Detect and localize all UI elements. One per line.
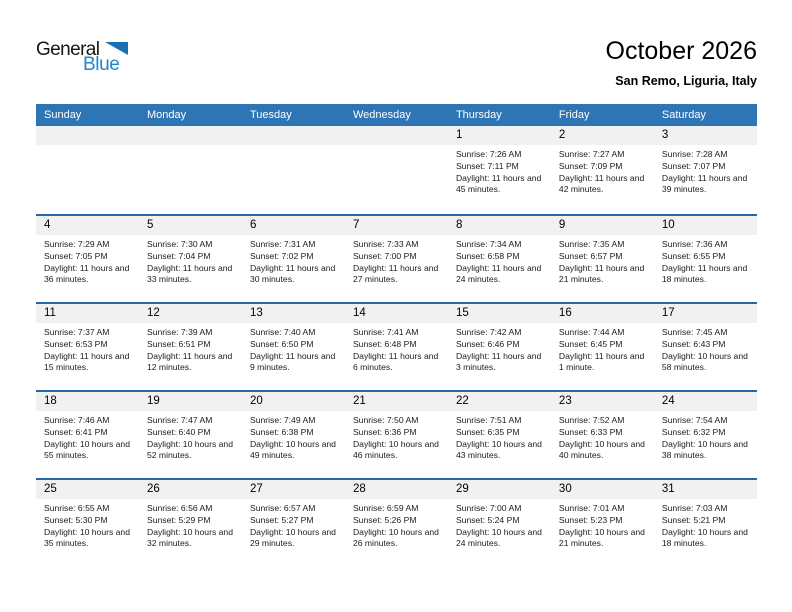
sunrise-text: Sunrise: 7:49 AM — [249, 415, 316, 425]
day-details — [139, 235, 242, 286]
day-cell — [242, 392, 345, 478]
day-details — [36, 323, 139, 374]
day-details — [551, 235, 654, 286]
month-title: October 2026 — [605, 37, 757, 65]
sunset-text: Sunset: 5:21 PM — [661, 514, 726, 525]
week-row — [36, 478, 757, 566]
sunrise-text: Sunrise: 7:28 AM — [661, 149, 728, 159]
sunset-text: Sunset: 6:48 PM — [352, 338, 417, 349]
day-details — [654, 499, 757, 550]
sunset-text: Sunset: 6:58 PM — [455, 250, 520, 261]
day-cell — [36, 480, 139, 566]
day-cell — [139, 216, 242, 302]
week-row — [36, 214, 757, 302]
day-cell — [345, 392, 448, 478]
day-cell — [551, 392, 654, 478]
sunset-text: Sunset: 6:46 PM — [455, 338, 520, 349]
day-number: 17 — [654, 304, 757, 323]
day-cell — [36, 304, 139, 390]
day-number: 13 — [242, 304, 345, 323]
logo-text-general: General — [36, 39, 100, 60]
weekday-header-thursday: Thursday — [455, 109, 502, 121]
sunset-text: Sunset: 6:32 PM — [661, 426, 726, 437]
day-details — [551, 499, 654, 550]
daylight-text: Daylight: 11 hours and 33 minutes. — [146, 262, 233, 285]
day-number: 1 — [448, 126, 551, 145]
day-number: 27 — [242, 480, 345, 499]
daylight-text: Daylight: 11 hours and 45 minutes. — [455, 172, 542, 195]
day-number: 31 — [654, 480, 757, 499]
day-cell — [36, 216, 139, 302]
daylight-text: Daylight: 11 hours and 39 minutes. — [661, 172, 748, 195]
sunset-text: Sunset: 6:35 PM — [455, 426, 520, 437]
day-details — [139, 411, 242, 462]
empty-day-cell — [36, 126, 139, 214]
sunset-text: Sunset: 5:27 PM — [249, 514, 314, 525]
day-cell — [448, 480, 551, 566]
day-cell — [551, 304, 654, 390]
sunrise-text: Sunrise: 7:31 AM — [249, 239, 316, 249]
sunset-text: Sunset: 6:50 PM — [249, 338, 314, 349]
logo-text-blue: Blue — [83, 54, 120, 75]
day-number — [139, 126, 242, 145]
daylight-text: Daylight: 11 hours and 42 minutes. — [558, 172, 645, 195]
sunset-text: Sunset: 6:43 PM — [661, 338, 726, 349]
daylight-text: Daylight: 11 hours and 12 minutes. — [146, 350, 233, 373]
weekday-header-monday: Monday — [146, 109, 187, 121]
empty-day-cell — [345, 126, 448, 214]
day-details — [242, 499, 345, 550]
weekday-header-tuesday: Tuesday — [249, 109, 292, 121]
day-number: 16 — [551, 304, 654, 323]
sunrise-text: Sunrise: 7:36 AM — [661, 239, 728, 249]
sunrise-text: Sunrise: 6:59 AM — [352, 503, 419, 513]
daylight-text: Daylight: 10 hours and 55 minutes. — [44, 438, 130, 461]
day-details — [36, 411, 139, 462]
sunrise-text: Sunrise: 7:29 AM — [44, 239, 110, 249]
day-cell — [654, 480, 757, 566]
day-details — [448, 411, 551, 462]
day-details — [242, 235, 345, 286]
sunset-text: Sunset: 7:11 PM — [455, 160, 519, 171]
week-row — [36, 302, 757, 390]
sunrise-text: Sunrise: 7:35 AM — [558, 239, 625, 249]
day-number: 18 — [36, 392, 139, 411]
day-number: 28 — [345, 480, 448, 499]
day-details — [345, 323, 448, 374]
daylight-text: Daylight: 10 hours and 35 minutes. — [44, 526, 130, 549]
daylight-text: Daylight: 10 hours and 18 minutes. — [661, 526, 748, 549]
weekday-header-wednesday: Wednesday — [352, 109, 411, 121]
day-cell — [551, 480, 654, 566]
weekday-header-row — [36, 104, 757, 126]
sunset-text: Sunset: 6:36 PM — [352, 426, 417, 437]
daylight-text: Daylight: 11 hours and 18 minutes. — [661, 262, 748, 285]
daylight-text: Daylight: 10 hours and 40 minutes. — [558, 438, 645, 461]
sunset-text: Sunset: 5:23 PM — [558, 514, 623, 525]
daylight-text: Daylight: 10 hours and 29 minutes. — [249, 526, 336, 549]
daylight-text: Daylight: 11 hours and 30 minutes. — [249, 262, 336, 285]
day-number: 9 — [551, 216, 654, 235]
day-number: 3 — [654, 126, 757, 145]
day-number: 26 — [139, 480, 242, 499]
day-number: 24 — [654, 392, 757, 411]
day-details — [36, 235, 139, 286]
day-cell — [654, 216, 757, 302]
calendar-table — [36, 104, 757, 566]
day-details — [448, 235, 551, 286]
sunrise-text: Sunrise: 7:41 AM — [352, 327, 419, 337]
sunrise-text: Sunrise: 7:26 AM — [455, 149, 522, 159]
day-details — [551, 145, 654, 196]
sunset-text: Sunset: 5:24 PM — [455, 514, 520, 525]
sunrise-text: Sunrise: 7:50 AM — [352, 415, 419, 425]
day-number: 23 — [551, 392, 654, 411]
daylight-text: Daylight: 10 hours and 26 minutes. — [352, 526, 439, 549]
day-number: 10 — [654, 216, 757, 235]
day-cell — [345, 304, 448, 390]
day-details — [345, 499, 448, 550]
sunrise-text: Sunrise: 7:27 AM — [558, 149, 625, 159]
day-number: 11 — [36, 304, 139, 323]
weekday-header-saturday: Saturday — [661, 109, 706, 121]
day-number: 14 — [345, 304, 448, 323]
daylight-text: Daylight: 11 hours and 21 minutes. — [558, 262, 645, 285]
day-cell — [139, 392, 242, 478]
sunrise-text: Sunrise: 7:52 AM — [558, 415, 625, 425]
week-row — [36, 126, 757, 214]
daylight-text: Daylight: 11 hours and 27 minutes. — [352, 262, 439, 285]
day-details — [448, 499, 551, 550]
sunset-text: Sunset: 5:26 PM — [352, 514, 417, 525]
day-details — [345, 235, 448, 286]
daylight-text: Daylight: 10 hours and 38 minutes. — [661, 438, 748, 461]
sunset-text: Sunset: 6:57 PM — [558, 250, 623, 261]
daylight-text: Daylight: 10 hours and 58 minutes. — [661, 350, 748, 373]
sunrise-text: Sunrise: 7:45 AM — [661, 327, 728, 337]
sunset-text: Sunset: 6:55 PM — [661, 250, 726, 261]
day-number: 21 — [345, 392, 448, 411]
title-block — [606, 36, 758, 88]
sunset-text: Sunset: 7:05 PM — [44, 250, 108, 261]
daylight-text: Daylight: 10 hours and 52 minutes. — [146, 438, 233, 461]
daylight-text: Daylight: 11 hours and 3 minutes. — [455, 350, 542, 373]
day-cell — [139, 480, 242, 566]
empty-day-cell — [139, 126, 242, 214]
day-number: 6 — [242, 216, 345, 235]
day-number: 7 — [345, 216, 448, 235]
day-details — [448, 323, 551, 374]
daylight-text: Daylight: 10 hours and 49 minutes. — [249, 438, 336, 461]
day-number: 29 — [448, 480, 551, 499]
sunrise-text: Sunrise: 7:47 AM — [146, 415, 213, 425]
day-details — [654, 145, 757, 196]
day-details — [242, 323, 345, 374]
day-number: 4 — [36, 216, 139, 235]
day-cell — [654, 304, 757, 390]
sunrise-text: Sunrise: 7:54 AM — [661, 415, 728, 425]
sunset-text: Sunset: 7:04 PM — [146, 250, 211, 261]
daylight-text: Daylight: 11 hours and 1 minute. — [558, 350, 645, 373]
day-number: 2 — [551, 126, 654, 145]
day-number: 15 — [448, 304, 551, 323]
day-number — [242, 126, 345, 145]
day-details — [345, 411, 448, 462]
day-cell — [551, 126, 654, 214]
sunset-text: Sunset: 6:51 PM — [146, 338, 211, 349]
day-cell — [448, 216, 551, 302]
day-number: 20 — [242, 392, 345, 411]
day-cell — [36, 392, 139, 478]
day-number: 8 — [448, 216, 551, 235]
day-details — [139, 499, 242, 550]
sunset-text: Sunset: 6:53 PM — [44, 338, 108, 349]
day-details — [36, 499, 139, 550]
weekday-header-friday: Friday — [558, 109, 590, 121]
sunrise-text: Sunrise: 7:46 AM — [44, 415, 110, 425]
daylight-text: Daylight: 11 hours and 24 minutes. — [455, 262, 542, 285]
week-row — [36, 390, 757, 478]
day-details — [448, 145, 551, 196]
sunrise-text: Sunrise: 7:42 AM — [455, 327, 522, 337]
sunrise-text: Sunrise: 7:30 AM — [146, 239, 213, 249]
sunset-text: Sunset: 6:45 PM — [558, 338, 623, 349]
day-details — [139, 323, 242, 374]
sunset-text: Sunset: 6:33 PM — [558, 426, 623, 437]
location-subtitle: San Remo, Liguria, Italy — [615, 74, 757, 88]
sunset-text: Sunset: 7:00 PM — [352, 250, 417, 261]
day-cell — [242, 480, 345, 566]
sunrise-text: Sunrise: 7:03 AM — [661, 503, 728, 513]
sunrise-text: Sunrise: 6:56 AM — [146, 503, 213, 513]
day-number — [345, 126, 448, 145]
empty-day-cell — [242, 126, 345, 214]
sunrise-text: Sunrise: 6:55 AM — [44, 503, 110, 513]
sunrise-text: Sunrise: 7:39 AM — [146, 327, 213, 337]
sunrise-text: Sunrise: 7:34 AM — [455, 239, 522, 249]
daylight-text: Daylight: 11 hours and 9 minutes. — [249, 350, 336, 373]
day-cell — [448, 392, 551, 478]
day-details — [654, 323, 757, 374]
sunrise-text: Sunrise: 7:00 AM — [455, 503, 522, 513]
day-cell — [448, 304, 551, 390]
day-cell — [345, 480, 448, 566]
daylight-text: Daylight: 10 hours and 46 minutes. — [352, 438, 439, 461]
day-number: 22 — [448, 392, 551, 411]
day-details — [551, 323, 654, 374]
general-blue-logo — [36, 40, 156, 73]
day-cell — [345, 216, 448, 302]
daylight-text: Daylight: 10 hours and 43 minutes. — [455, 438, 542, 461]
day-number: 12 — [139, 304, 242, 323]
day-number: 30 — [551, 480, 654, 499]
day-cell — [242, 216, 345, 302]
sunrise-text: Sunrise: 7:40 AM — [249, 327, 316, 337]
sunset-text: Sunset: 7:02 PM — [249, 250, 314, 261]
day-number: 5 — [139, 216, 242, 235]
day-details — [654, 235, 757, 286]
day-details — [654, 411, 757, 462]
weeks-container — [36, 126, 757, 566]
day-cell — [654, 392, 757, 478]
daylight-text: Daylight: 10 hours and 32 minutes. — [146, 526, 233, 549]
sunset-text: Sunset: 7:09 PM — [558, 160, 623, 171]
weekday-header-sunday: Sunday — [44, 109, 82, 121]
day-details — [242, 411, 345, 462]
day-number — [36, 126, 139, 145]
day-cell — [551, 216, 654, 302]
daylight-text: Daylight: 11 hours and 36 minutes. — [44, 262, 130, 285]
sunset-text: Sunset: 6:38 PM — [249, 426, 314, 437]
sunset-text: Sunset: 5:30 PM — [44, 514, 108, 525]
sunrise-text: Sunrise: 7:33 AM — [352, 239, 419, 249]
daylight-text: Daylight: 11 hours and 6 minutes. — [352, 350, 439, 373]
day-cell — [139, 304, 242, 390]
daylight-text: Daylight: 10 hours and 21 minutes. — [558, 526, 645, 549]
day-cell — [654, 126, 757, 214]
sunset-text: Sunset: 6:40 PM — [146, 426, 211, 437]
day-cell — [448, 126, 551, 214]
sunrise-text: Sunrise: 7:01 AM — [558, 503, 625, 513]
sunset-text: Sunset: 7:07 PM — [661, 160, 726, 171]
daylight-text: Daylight: 10 hours and 24 minutes. — [455, 526, 542, 549]
sunrise-text: Sunrise: 7:51 AM — [455, 415, 522, 425]
day-details — [551, 411, 654, 462]
sunrise-text: Sunrise: 7:37 AM — [44, 327, 110, 337]
daylight-text: Daylight: 11 hours and 15 minutes. — [44, 350, 130, 373]
day-number: 25 — [36, 480, 139, 499]
sunrise-text: Sunrise: 6:57 AM — [249, 503, 316, 513]
sunset-text: Sunset: 6:41 PM — [44, 426, 108, 437]
sunrise-text: Sunrise: 7:44 AM — [558, 327, 625, 337]
sunset-text: Sunset: 5:29 PM — [146, 514, 211, 525]
day-cell — [242, 304, 345, 390]
day-number: 19 — [139, 392, 242, 411]
